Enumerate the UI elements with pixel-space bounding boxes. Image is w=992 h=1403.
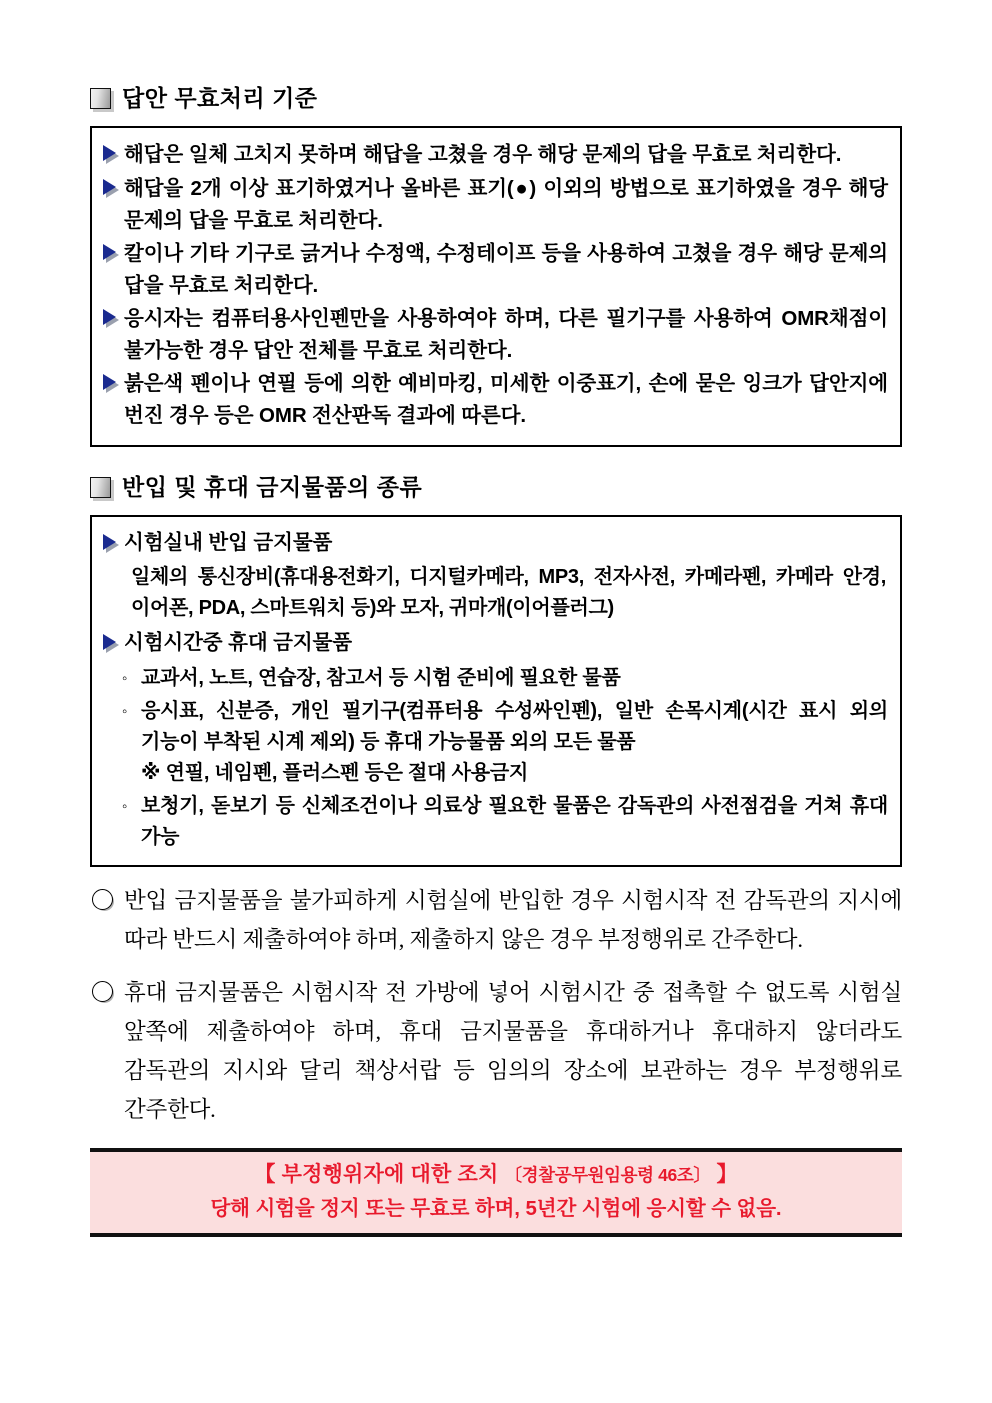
section-heading-answer-void [90,78,902,118]
list-item [100,528,888,561]
list-item [100,303,888,367]
triangle-bullet-icon [100,142,124,172]
list-item [100,628,888,661]
group-title: 시험시간중 휴대 금지물품 [124,631,352,654]
ring-bullet-icon [90,887,124,921]
circle-bullet-icon: ◦ [122,703,128,720]
rule-text: 해답은 일체 고치지 못하며 해답을 고쳤을 경우 해당 문제의 답을 무효로 처리한다. [124,143,842,166]
section-heading-prohibited-items [90,467,902,507]
list-item [122,791,888,853]
prohibited-items-box [90,515,902,867]
list-item [122,663,888,694]
triangle-bullet-icon [100,631,124,661]
rule-text: 칼이나 기타 기구로 긁거나 수정액, 수정테이프 등을 사용하여 고쳤을 경우 해당 문제의 답을 무효로 처리한다. [124,242,888,297]
warning-title-law: 〔경찰공무원임용령 46조〕 [504,1165,711,1185]
rule-text: 응시자는 컴퓨터용사인펜만을 사용하여야 하며, 다른 필기구를 사용하여 OMR채점이 불가능한 경우 답안 전체를 무효로 처리한다. [124,307,888,362]
item-text: 보청기, 돋보기 등 신체조건이나 의료상 필요한 물품은 감독관의 사전점검을 거쳐 휴대 가능 [141,795,888,848]
warning-title-open: 【 부정행위자에 대한 조치 [254,1163,505,1186]
group-title: 시험실내 반입 금지물품 [124,531,333,554]
list-item [100,238,888,302]
section-title: 반입 및 휴대 금지물품의 종류 [122,473,423,500]
section-gap [90,447,902,467]
triangle-bullet-icon [100,531,124,561]
ring-bullet-icon [90,979,124,1013]
triangle-bullet-icon [100,176,124,206]
triangle-bullet-icon [100,306,124,336]
heading-square-icon [90,88,111,109]
circle-bullet-icon: ◦ [122,670,128,687]
answer-void-criteria-box [90,126,902,447]
notice-text: 휴대 금지물품은 시험시작 전 가방에 넣어 시험시간 중 접촉할 수 없도록 시험실 앞쪽에 제출하여야 하며, 휴대 금지물품을 휴대하거나 휴대하지 않더라도 감독관의 지시와 달리 책상서랍 등 임의의 장소에 보관하는 경우 부정행위로 간주한다. [124,980,902,1122]
list-item [100,368,888,432]
rule-text: 붉은색 펜이나 연필 등에 의한 예비마킹, 미세한 이중표기, 손에 묻은 잉크가 답안지에 번진 경우 등은 OMR 전산판독 결과에 따른다. [124,372,888,427]
notice-item [90,881,902,959]
list-item [100,139,888,172]
triangle-bullet-icon [100,371,124,401]
item-text [141,696,888,789]
circle-bullet-icon: ◦ [122,798,128,815]
heading-square-icon [90,477,111,498]
group-body-text: 일체의 통신장비(휴대용전화기, 디지털카메라, MP3, 전자사전, 카메라펜, 카메라 안경, 이어폰, PDA, 스마트워치 등)와 모자, 귀마개(이어플러그) [131,566,886,619]
penalty-warning-banner [90,1148,902,1237]
top-spacer [90,0,902,78]
notice-text: 반입 금지물품을 불가피하게 시험실에 반입한 경우 시험시작 전 감독관의 지시에 따라 반드시 제출하여야 하며, 제출하지 않은 경우 부정행위로 간주한다. [124,888,902,952]
warning-title-close: 】 [710,1163,738,1186]
warning-title [90,1158,902,1192]
triangle-bullet-icon [100,241,124,271]
warning-subtitle: 당해 시험을 정지 또는 무효로 하며, 5년간 시험에 응시할 수 없음. [210,1197,782,1220]
rule-text: 해답을 2개 이상 표기하였거나 올바른 표기(●) 이외의 방법으로 표기하였을 경우 해당 문제의 답을 무효로 처리한다. [124,177,888,232]
list-item [100,173,888,237]
item-note-text: ※ 연필, 네임펜, 플러스펜 등은 절대 사용금지 [141,762,529,784]
item-text: 교과서, 노트, 연습장, 참고서 등 시험 준비에 필요한 물품 [141,667,621,689]
section-title: 답안 무효처리 기준 [122,84,318,111]
notice-item [90,973,902,1129]
item-main-text: 응시표, 신분증, 개인 필기구(컴퓨터용 수성싸인펜), 일반 손목시계(시간 표시 외의 기능이 부착된 시계 제외) 등 휴대 가능물품 외의 모든 물품 [141,700,888,753]
list-item [122,696,888,789]
